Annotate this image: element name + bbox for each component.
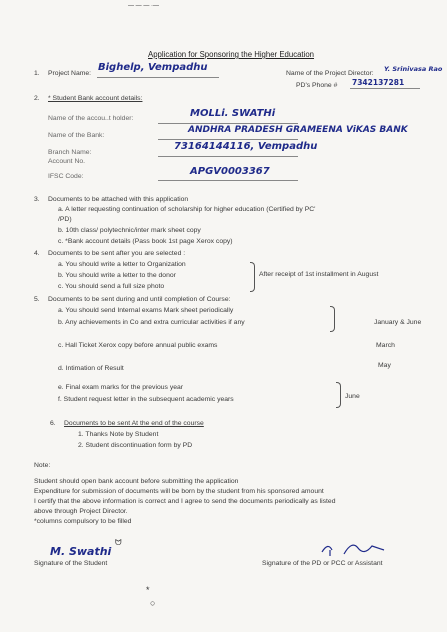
branch-name-value: 73164144116, Vempadhu xyxy=(174,141,318,152)
pd-phone-value: 7342137281 xyxy=(352,78,405,87)
section-number: 6. xyxy=(50,420,56,427)
bracket xyxy=(330,306,335,332)
scan-mark: * xyxy=(146,585,150,595)
project-name-line xyxy=(97,77,219,78)
note-line: I certify that the above information is correct and I agree to send the documents periodically as listed xyxy=(34,498,336,505)
schedule-label: January & June xyxy=(374,319,422,326)
list-item: c. You should send a full size photo xyxy=(58,283,165,290)
pd-phone-label: PD's Phone # xyxy=(296,82,338,89)
scan-mark: — — — ·— xyxy=(128,3,159,9)
list-item: b. 10th class/ polytechnic/inter mark sheet copy xyxy=(58,227,201,234)
note-line: *columns compulsory to be filled xyxy=(34,518,132,525)
note-line: above through Project Director. xyxy=(34,508,128,515)
note-line: Student should open bank account before submitting the application xyxy=(34,478,239,485)
bank-name-value: ANDHRA PRADESH GRAMEENA ViKAS BANK xyxy=(188,125,408,135)
note-label: Note: xyxy=(34,462,51,469)
pd-signature-label: Signature of the PD or PCC or Assistant xyxy=(262,560,383,567)
list-item: a. You should send Internal exams Mark sheet periodically xyxy=(58,307,234,314)
bank-name-label: Name of the Bank: xyxy=(48,132,105,139)
bracket xyxy=(336,382,341,408)
pd-signature xyxy=(318,536,388,558)
section-number: 3. xyxy=(34,196,40,203)
account-holder-label: Name of the accou..t holder: xyxy=(48,115,134,122)
project-name-label: Project Name: xyxy=(48,70,92,77)
scan-mark: ᗢ xyxy=(115,538,122,547)
schedule-label: June xyxy=(345,393,360,400)
scan-mark: ○ xyxy=(150,598,156,608)
branch-name-label: Branch Name: xyxy=(48,149,92,156)
list-item: a. You should write a letter to Organization xyxy=(58,261,186,268)
account-holder-value: MOLLi. SWATHi xyxy=(190,108,276,119)
ifsc-line xyxy=(158,180,298,181)
list-item: a. A letter requesting continuation of scholarship for higher education (Certified by PC' xyxy=(58,206,316,213)
section-number: 1. xyxy=(34,70,40,77)
project-name-value: Bighelp, Vempadhu xyxy=(98,62,208,73)
branch-line xyxy=(158,156,298,157)
ifsc-label: IFSC Code: xyxy=(48,173,84,180)
list-item: b. Any achievements in Co and extra curricular activities if any xyxy=(58,319,245,326)
page-title: Application for Sponsoring the Higher Education xyxy=(148,50,315,59)
section-number: 2. xyxy=(34,95,40,102)
list-item: f. Student request letter in the subsequent academic years xyxy=(58,396,234,403)
section4-note: After receipt of 1st installment in August xyxy=(259,271,379,278)
section3-heading: Documents to be attached with this application xyxy=(48,196,189,203)
project-director-label: Name of the Project Director: xyxy=(286,70,374,77)
list-item: e. Final exam marks for the previous year xyxy=(58,384,184,391)
list-item: c. *Bank account details (Pass book 1st page Xerox copy) xyxy=(58,238,233,245)
section-number: 4. xyxy=(34,250,40,257)
student-signature: M. Swathi xyxy=(50,545,112,558)
list-item: c. Hall Ticket Xerox copy before annual public exams xyxy=(58,342,218,349)
section6-heading: Documents to be sent At the end of the course xyxy=(64,420,204,427)
schedule-label: May xyxy=(378,362,391,369)
list-item: /PD) xyxy=(58,216,72,223)
project-director-value: Y. Srinivasa Rao xyxy=(384,65,443,73)
account-number-label: Account No. xyxy=(48,158,86,165)
pd-phone-line xyxy=(350,88,420,89)
ifsc-value: APGV0003367 xyxy=(190,166,270,177)
bracket xyxy=(250,262,255,292)
bank-line xyxy=(158,139,298,140)
holder-line xyxy=(158,123,298,124)
list-item: b. You should write a letter to the donor xyxy=(58,272,176,279)
student-signature-label: Signature of the Student xyxy=(34,560,108,567)
section-number: 5. xyxy=(34,296,40,303)
list-item: d. Intimation of Result xyxy=(58,365,124,372)
list-item: 2. Student discontinuation form by PD xyxy=(78,442,193,449)
section4-heading: Documents to be sent after you are selected : xyxy=(48,250,186,257)
bank-heading: * Student Bank account details: xyxy=(48,95,143,102)
schedule-label: March xyxy=(376,342,395,349)
note-line: Expenditure for submission of documents will be born by the student from his sponsored amount xyxy=(34,488,324,495)
list-item: 1. Thanks Note by Student xyxy=(78,431,159,438)
section5-heading: Documents to be sent during and until completion of Course: xyxy=(48,296,231,303)
